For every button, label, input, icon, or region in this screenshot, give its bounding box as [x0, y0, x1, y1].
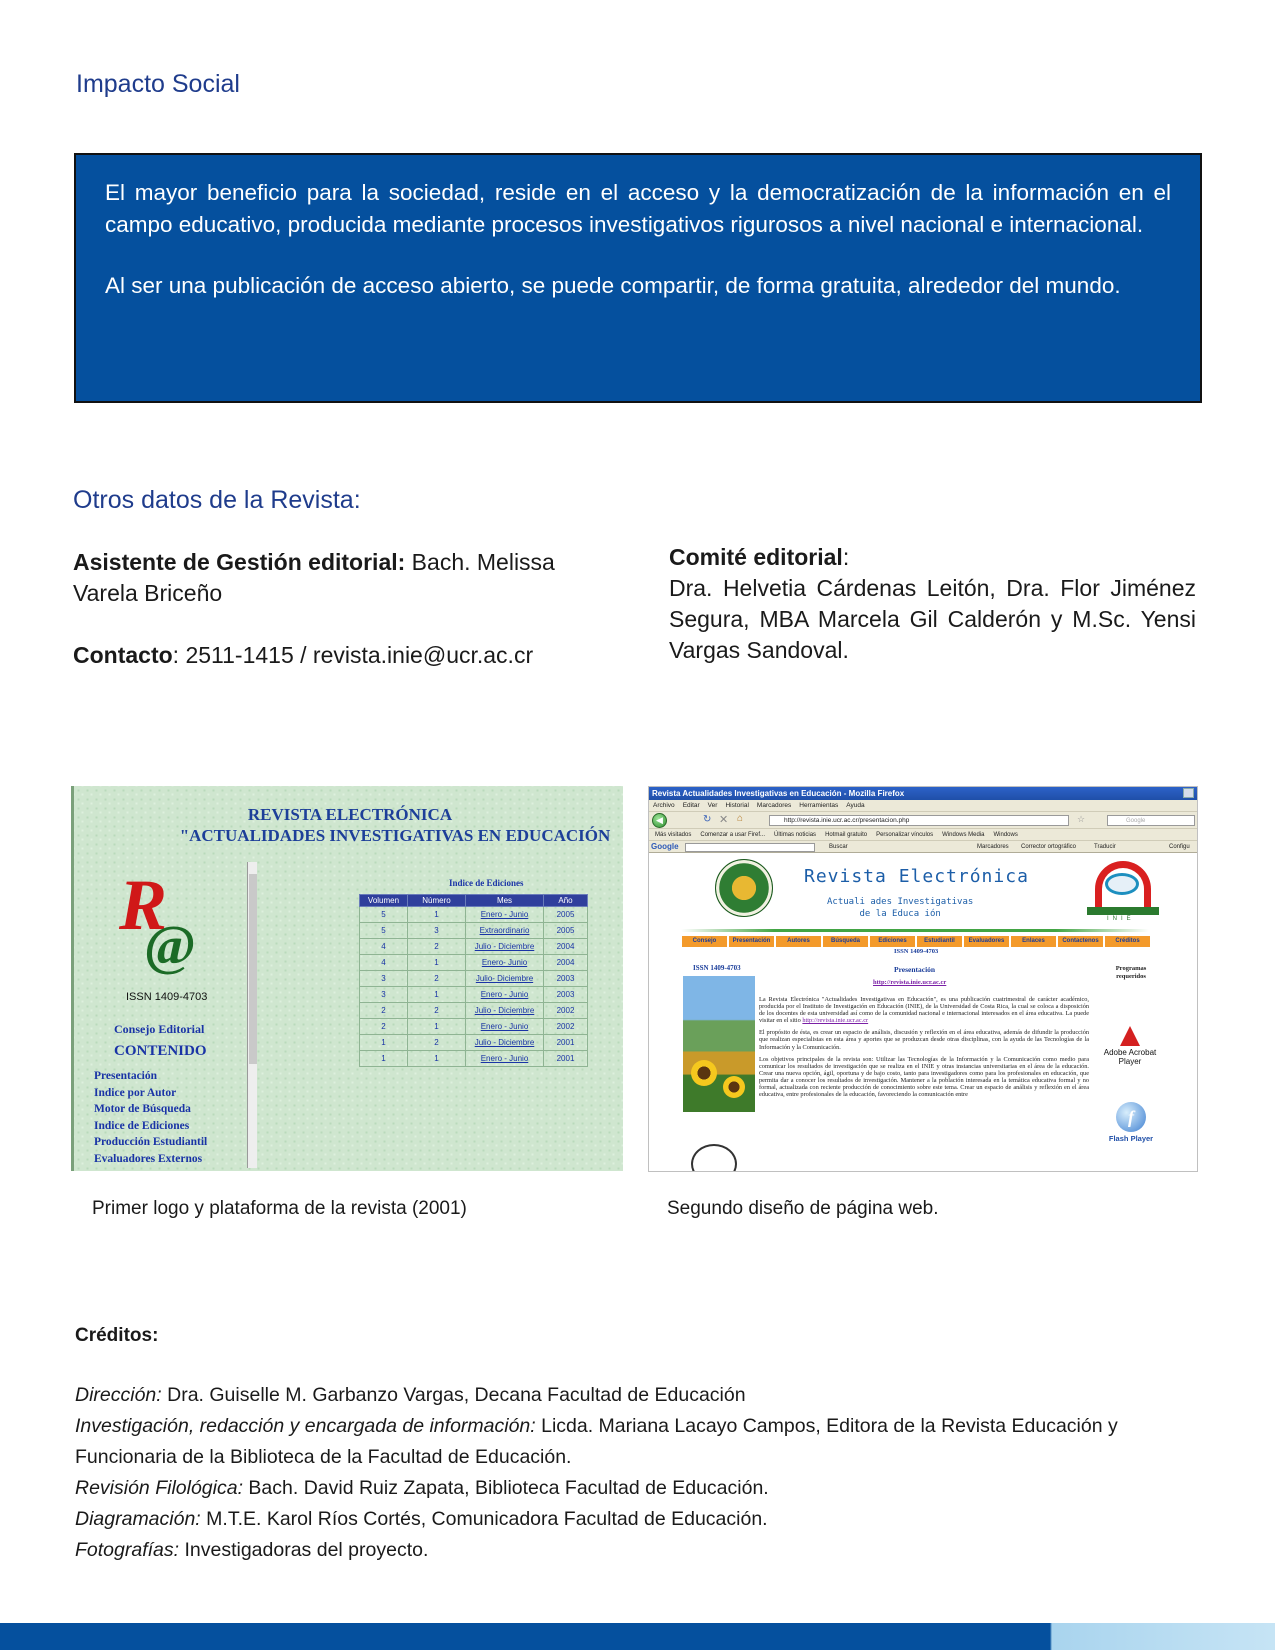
table-header: Número	[408, 895, 466, 907]
browser-titlebar	[649, 787, 1197, 800]
table-cell: 2	[408, 971, 466, 987]
table-header: Año	[544, 895, 588, 907]
browser-navbar	[649, 811, 1197, 828]
table-row	[360, 1035, 588, 1051]
s1-table-title: Indice de Ediciones	[449, 878, 524, 888]
table-header-row	[360, 895, 588, 907]
s1-logo-r: R	[119, 865, 168, 945]
credit-value: Dra. Guiselle M. Garbanzo Vargas, Decana Facultad de Educación	[161, 1384, 746, 1406]
presentation-inline-link[interactable]: http://revista.inie.ucr.ac.cr	[802, 1017, 869, 1025]
site-nav-item[interactable]: Contactenos	[1058, 936, 1103, 947]
table-cell: 2004	[544, 939, 588, 955]
credit-item	[75, 1535, 1205, 1566]
site-nav-item[interactable]: Enlaces	[1011, 936, 1056, 947]
table-cell: 2001	[544, 1051, 588, 1067]
flash-icon: f	[1116, 1102, 1146, 1132]
browser-menubar	[649, 800, 1197, 811]
impacto-box	[74, 153, 1202, 403]
search-field[interactable]: Google	[1107, 815, 1195, 826]
required-programs-heading: Programas requeridos	[1115, 965, 1147, 980]
edition-link[interactable]: Extraordinario	[466, 923, 544, 939]
table-cell: 1	[360, 1035, 408, 1051]
presentation-heading: Presentación	[894, 965, 936, 974]
site-nav-item[interactable]: Presentación	[729, 936, 774, 947]
site-url-link[interactable]: http://revista.inie.ucr.ac.cr	[873, 979, 947, 986]
table-row	[360, 987, 588, 1003]
site-nav-item[interactable]: Evaluadores	[964, 936, 1009, 947]
table-cell: 1	[408, 1019, 466, 1035]
creditos-heading: Créditos:	[75, 1325, 159, 1346]
site-nav	[682, 936, 1150, 947]
table-row	[360, 1051, 588, 1067]
bookmark-item[interactable]: Más visitados	[655, 832, 692, 838]
credit-item	[75, 1380, 1205, 1411]
adobe-acrobat-link[interactable]	[1095, 1026, 1165, 1066]
footer-bar	[0, 1623, 1275, 1650]
site-title: Revista Electrónica	[804, 866, 1029, 887]
s1-contenido: CONTENIDO	[114, 1043, 207, 1059]
site-nav-item[interactable]: Búsqueda	[823, 936, 868, 947]
impacto-paragraph-1: El mayor beneficio para la sociedad, reside en el acceso y la democratización de la información en el campo educativo, producida mediante procesos investigativos rigurosos a nivel nacional e internacional.	[105, 180, 1171, 237]
bookmark-item[interactable]: Comenzar a usar Firef...	[700, 832, 766, 838]
bookmark-star-icon[interactable]: ☆	[1077, 814, 1086, 824]
credit-role: Diagramación:	[75, 1508, 201, 1530]
table-cell: 1	[360, 1051, 408, 1067]
table-cell: 2	[408, 1035, 466, 1051]
impacto-paragraph-2: Al ser una publicación de acceso abierto, se puede compartir, de forma gratuita, alrededor del mundo.	[105, 273, 1121, 298]
google-toolbar	[649, 840, 1197, 853]
home-icon[interactable]: ⌂	[737, 813, 744, 824]
table-row	[360, 923, 588, 939]
google-settings-button[interactable]: Configu	[1169, 844, 1190, 850]
contacto-block	[73, 640, 633, 671]
s1-menu-item[interactable]: Motor de Búsqueda	[94, 1103, 191, 1115]
flash-player-link[interactable]	[1103, 1102, 1159, 1143]
table-cell: 1	[408, 907, 466, 923]
contacto-value: : 2511-1415 / revista.inie@ucr.ac.cr	[172, 642, 534, 668]
issn-left: ISSN 1409-4703	[693, 964, 741, 972]
credit-role: Fotografías:	[75, 1539, 180, 1561]
edition-link[interactable]: Enero - Junio	[466, 1019, 544, 1035]
credit-value: M.T.E. Karol Ríos Cortés, Comunicadora Facultad de Educación.	[200, 1508, 768, 1530]
presentation-paragraph-text: La Revista Electrónica "Actualidades Investigativas en Educación", es una publicación cuatrimestral de carácter académico, producida por el Instituto de Investigación en Educación (INIE), de la Universidad de Costa Rica, la cual se coloca a disposición de los docentes de esta universidad así como de la comunidad nacional e internacional interesados en el área educativa. La puede visitar en el sitio	[759, 996, 1089, 1025]
table-row	[360, 955, 588, 971]
table-cell: 1	[408, 955, 466, 971]
s1-scrollbar[interactable]	[247, 862, 257, 1168]
first-platform-screenshot	[71, 786, 623, 1171]
presentation-paragraph	[759, 996, 1089, 1024]
back-arrow-icon[interactable]: ◀	[652, 813, 667, 828]
reload-icon[interactable]: ↻	[703, 814, 712, 825]
bookmark-item[interactable]: Personalizar vínculos	[876, 832, 934, 838]
site-subtitle-line1: Actuali ades Investigativas	[827, 897, 974, 907]
menu-item[interactable]: Editar	[682, 802, 700, 809]
inie-logo-text: INIE	[1107, 916, 1135, 922]
edition-link[interactable]: Enero - Junio	[466, 987, 544, 1003]
table-cell: 2	[360, 1003, 408, 1019]
presentation-paragraph: Los objetivos principales de la revista son: Utilizar las Tecnologías de la Información y la Comunicación como medio para comunicar los resultados de investigación que se realiza en el INIE y otras instancias universitarias en el área de la educación. Crear una nueva opción, ágil, oportuna y de bajo costo, tanto para investigadores como para los profesionales en educación, que permita dar a conocer los resultados de investigación. Mantener a la población interesada en la temática educativa formal y no formal, actualizada con reciente producción de conocimiento sobre este tema. Crear un espacio de análisis y reflexión en el área educativa, entre profesionales de la educación, favoreciendo la comunicación entre	[759, 1055, 1089, 1099]
credit-value: Investigadoras del proyecto.	[179, 1539, 429, 1561]
table-cell: 2	[408, 939, 466, 955]
site-nav-item[interactable]: Créditos	[1105, 936, 1150, 947]
table-row	[360, 1019, 588, 1035]
credit-role: Investigación, redacción y encargada de información:	[75, 1415, 536, 1437]
table-row	[360, 1003, 588, 1019]
presentation-paragraph: El propósito de ésta, es crear un espacio de análisis, discusión y reflexión en el área educativa, además de difundir la producción que realizan especialistas en esta área y aportes que se produzcan desde otras disciplinas, con la ayuda de las Tecnologías de la Información y la Comunicación.	[759, 1029, 1089, 1051]
bookmarks-bar	[649, 828, 1197, 840]
google-translate-button[interactable]: Traducir	[1094, 844, 1116, 850]
table-cell: 2005	[544, 907, 588, 923]
stop-icon[interactable]: ✕	[719, 814, 729, 826]
table-cell: 1	[408, 1051, 466, 1067]
header-divider	[681, 929, 1149, 932]
menu-item[interactable]: Herramientas	[799, 802, 839, 809]
s1-menu-item[interactable]: Presentación	[94, 1070, 158, 1082]
google-search-button[interactable]: Buscar	[829, 844, 848, 850]
menu-item[interactable]: Archivo	[653, 802, 675, 809]
edition-link[interactable]: Enero - Junio	[466, 907, 544, 923]
menu-item[interactable]: Ver	[707, 802, 718, 809]
s1-menu-item[interactable]: Indice por Autor	[94, 1086, 177, 1099]
table-cell: 2003	[544, 971, 588, 987]
s1-issn: ISSN 1409-4703	[126, 991, 208, 1003]
sunflower-photo	[683, 976, 755, 1112]
google-search-field[interactable]	[685, 843, 815, 852]
site-nav-item[interactable]: Consejo	[682, 936, 727, 947]
impacto-heading: Impacto Social	[76, 70, 240, 98]
credit-item	[75, 1411, 1205, 1473]
google-bookmarks-button[interactable]: Marcadores	[977, 844, 1009, 850]
table-cell: 3	[408, 923, 466, 939]
comite-colon: :	[842, 544, 850, 570]
table-row	[360, 907, 588, 923]
bookmark-item[interactable]: Windows	[993, 832, 1018, 838]
site-subtitle-line2: de la Educa ión	[859, 909, 941, 919]
table-cell: 2001	[544, 1035, 588, 1051]
table-cell: 2003	[544, 987, 588, 1003]
edition-link[interactable]: Enero- Junio	[466, 955, 544, 971]
google-logo: Google	[651, 842, 679, 851]
inie-logo-icon	[1087, 859, 1159, 925]
table-cell: 2002	[544, 1019, 588, 1035]
table-cell: 5	[360, 907, 408, 923]
window-minimize-icon[interactable]	[1183, 788, 1194, 798]
comite-value: Dra. Helvetia Cárdenas Leitón, Dra. Flor Jiménez Segura, MBA Marcela Gil Calderón y M.Sc. Yensi Vargas Sandoval.	[669, 575, 1196, 663]
table-cell: 1	[408, 987, 466, 1003]
second-design-screenshot	[648, 786, 1198, 1172]
credit-value: Licda. Mariana Lacayo Campos, Editora de la Revista Educación y Funcionaria de la Biblioteca de la Facultad de Educación.	[75, 1415, 1118, 1468]
table-header: Mes	[466, 895, 544, 907]
presentation-text	[759, 996, 1089, 1098]
address-bar[interactable]: http://revista.inie.ucr.ac.cr/presentacion.php	[769, 815, 1069, 826]
creditos-list	[75, 1380, 1205, 1566]
flash-label: Flash Player	[1108, 1134, 1154, 1143]
s1-title-line2: "ACTUALIDADES INVESTIGATIVAS EN EDUCACIÓN	[179, 826, 611, 845]
edition-link[interactable]: Julio - Diciembre	[466, 939, 544, 955]
s1-scroll-thumb[interactable]	[249, 874, 257, 1064]
bookmark-item[interactable]: Windows Media	[942, 832, 985, 838]
guia-logo-icon	[691, 1144, 737, 1172]
s1-menu-item[interactable]: Evaluadores Externos	[94, 1152, 203, 1165]
comite-label: Comité editorial	[669, 544, 843, 570]
table-cell: 4	[360, 955, 408, 971]
asistente-label: Asistente de Gestión editorial:	[73, 549, 406, 575]
credit-value: Bach. David Ruiz Zapata, Biblioteca Facultad de Educación.	[243, 1477, 769, 1499]
table-cell: 3	[360, 987, 408, 1003]
edition-link[interactable]: Julio- Diciembre	[466, 971, 544, 987]
contacto-label: Contacto	[73, 642, 173, 668]
figure1-caption: Primer logo y plataforma de la revista (2001)	[92, 1198, 467, 1219]
table-cell: 2005	[544, 923, 588, 939]
s1-logo-e: @	[144, 915, 197, 977]
bookmark-item[interactable]: Últimas noticias	[774, 832, 817, 838]
edition-link[interactable]: Julio - Diciembre	[466, 1003, 544, 1019]
figure2-caption: Segundo diseño de página web.	[667, 1198, 939, 1219]
table-cell: 4	[360, 939, 408, 955]
issn-top: ISSN 1409-4703	[894, 948, 939, 955]
comite-block	[669, 542, 1196, 666]
table-cell: 2002	[544, 1003, 588, 1019]
browser-window-title: Revista Actualidades Investigativas en Educación - Mozilla Firefox	[652, 789, 905, 798]
acrobat-icon	[1120, 1026, 1140, 1046]
google-spellcheck-button[interactable]: Corrector ortográfico	[1021, 844, 1077, 850]
web-page-content	[649, 854, 1197, 1172]
credit-item	[75, 1473, 1205, 1504]
table-cell: 5	[360, 923, 408, 939]
table-cell: 3	[360, 971, 408, 987]
s1-menu-item[interactable]: Producción Estudiantil	[94, 1136, 208, 1148]
asistente-value: Bach. Melissa Varela Briceño	[73, 549, 555, 606]
edition-link[interactable]: Julio - Diciembre	[466, 1035, 544, 1051]
table-row	[360, 971, 588, 987]
table-cell: 2	[408, 1003, 466, 1019]
bookmark-item[interactable]: Hotmail gratuito	[825, 832, 868, 838]
credit-role: Dirección:	[75, 1384, 162, 1406]
credit-item	[75, 1504, 1205, 1535]
menu-item[interactable]: Marcadores	[756, 802, 792, 809]
menu-item[interactable]: Historial	[725, 802, 749, 809]
university-seal-icon	[715, 859, 773, 917]
menu-item[interactable]: Ayuda	[846, 802, 865, 809]
site-nav-item[interactable]: Autores	[776, 936, 821, 947]
site-nav-item[interactable]: Estudiantil	[917, 936, 962, 947]
table-cell: 2	[360, 1019, 408, 1035]
s1-menu-item[interactable]: Indice de Ediciones	[94, 1119, 190, 1132]
asistente-block	[73, 547, 593, 609]
credit-role: Revisión Filológica:	[75, 1477, 243, 1499]
table-row	[360, 939, 588, 955]
s1-consejo-link[interactable]: Consejo Editorial	[114, 1022, 205, 1036]
edition-link[interactable]: Enero - Junio	[466, 1051, 544, 1067]
s1-editions-table	[359, 894, 588, 1067]
s1-title-line1: REVISTA ELECTRÓNICA	[247, 805, 453, 824]
site-subtitle	[827, 896, 973, 920]
s1-menu-list	[94, 1068, 207, 1167]
otros-heading: Otros datos de la Revista:	[73, 486, 361, 514]
table-header: Volumen	[360, 895, 408, 907]
adobe-label: Adobe Acrobat Player	[1103, 1048, 1157, 1066]
site-nav-item[interactable]: Ediciones	[870, 936, 915, 947]
table-cell: 2004	[544, 955, 588, 971]
